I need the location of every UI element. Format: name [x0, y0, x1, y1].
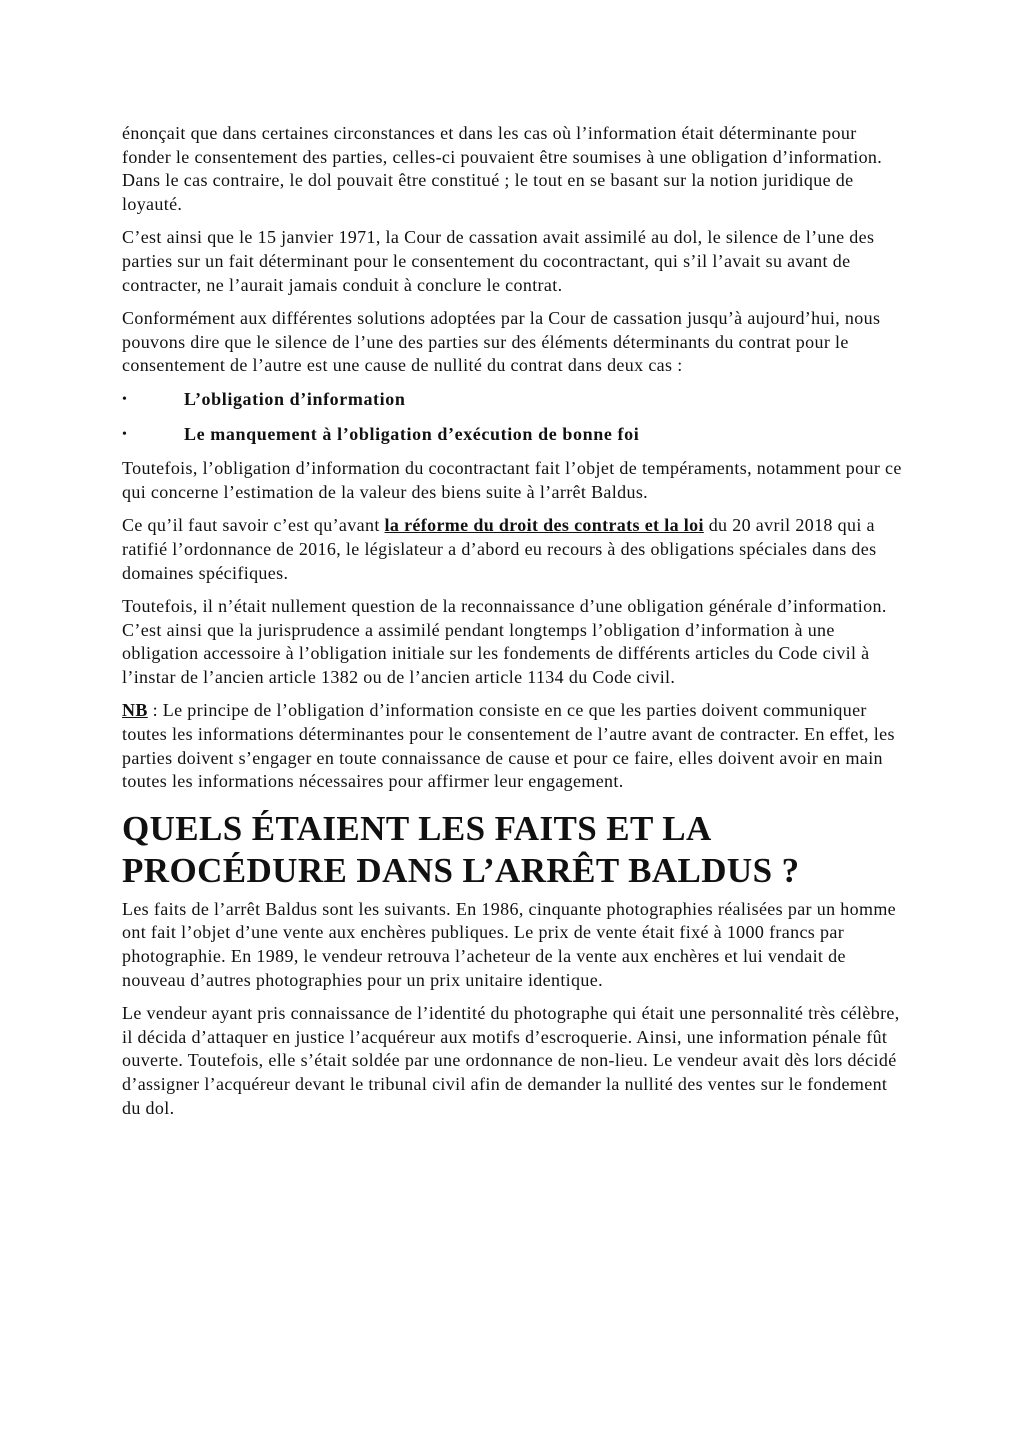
list-item: [122, 388, 902, 412]
reforme-link[interactable]: la réforme du droit des contrats et la loi: [384, 515, 704, 536]
paragraph-procedure-baldus: Le vendeur ayant pris connaissance de l’identité du photographe qui était une personnalité très célèbre, il décida d’attaquer en justice l’acquéreur aux motifs d’escroquerie. Ainsi, une information pénale fût ouverte. Toutefois, elle s’était soldée par une ordonnance de non-lieu. Le vendeur avait dès lors décidé d’assigner l’acquéreur devant le tribunal civil afin de demander la nullité des ventes sur le fondement du dol.: [122, 1003, 900, 1118]
list-item-label: Le manquement à l’obligation d’exécution de bonne foi: [184, 423, 640, 444]
bullet-icon: •: [122, 391, 128, 407]
paragraph-jurisprudence: Toutefois, il n’était nullement question de la reconnaissance d’une obligation générale d’information. C’est ainsi que la jurisprudence a assimilé pendant longtemps l’obligation d’information à une obligation accessoire à l’obligation initiale sur les fondements de différents articles du Code civil à l’instar de l’ancien article 1382 ou de l’ancien article 1134 du Code civil.: [122, 596, 887, 687]
paragraph-faits-baldus: Les faits de l’arrêt Baldus sont les suivants. En 1986, cinquante photographies réalisées par un homme ont fait l’objet d’une vente aux enchères publiques. Le prix de vente était fixé à 1000 francs par photographie. En 1989, le vendeur retrouva l’acheteur de la vente aux enchères et lui vendait de nouveau d’autres photographies pour un prix unitaire identique.: [122, 898, 897, 990]
paragraph-obligation-context: énonçait que dans certaines circonstances et dans les cas où l’information était déterminante pour fonder le consentement des parties, celles-ci pouvaient être soumises à une obligation d’information. Dans le cas contraire, le dol pouvait être constitué ; le tout en se basant sur la notion juridique de loyauté.: [122, 123, 883, 214]
section-heading: QUELS ÉTAIENT LES FAITS ET LA PROCÉDURE DANS L’ARRÊT BALDUS ?: [122, 808, 800, 890]
paragraph-text: : Le principe de l’obligation d’information consiste en ce que les parties doivent communiquer toutes les informations déterminantes pour le consentement de l’autre avant de contracter. En effet, les parties doivent s’engager en toute connaissance de cause et pour ce faire, elles doivent avoir en main toutes les informations nécessaires pour affirmer leur engagement.: [122, 700, 895, 792]
paragraph-nb: [122, 699, 902, 793]
bullet-icon: •: [122, 426, 128, 442]
document-page: [122, 122, 902, 1130]
bullet-list: [122, 388, 902, 446]
list-item-label: L’obligation d’information: [184, 388, 406, 409]
paragraph-cassation-1971: C’est ainsi que le 15 janvier 1971, la Cour de cassation avait assimilé au dol, le silence de l’une des parties sur un fait déterminant pour le consentement du cocontractant, qui s’il l’avait su avant de contracter, ne l’aurait jamais conduit à conclure le contrat.: [122, 227, 875, 295]
paragraph-text: Ce qu’il faut savoir c’est qu’avant: [122, 515, 385, 536]
nb-label: NB: [122, 700, 148, 721]
paragraph-text: du 20 avril 2018 qui a ratifié l’ordonnance de 2016, le législateur a d’abord eu recours à des obligations spéciales dans des domaines spécifiques.: [122, 515, 877, 583]
paragraph-solutions-cassation: Conformément aux différentes solutions adoptées par la Cour de cassation jusqu’à aujourd’hui, nous pouvons dire que le silence de l’une des parties sur des éléments déterminants du contrat pour le consentement de l’autre est une cause de nullité du contrat dans deux cas :: [122, 308, 881, 376]
paragraph-reforme: [122, 514, 902, 585]
list-item: [122, 423, 902, 447]
paragraph-temperaments: Toutefois, l’obligation d’information du cocontractant fait l’objet de tempéraments, notamment pour ce qui concerne l’estimation de la valeur des biens suite à l’arrêt Baldus.: [122, 458, 902, 502]
